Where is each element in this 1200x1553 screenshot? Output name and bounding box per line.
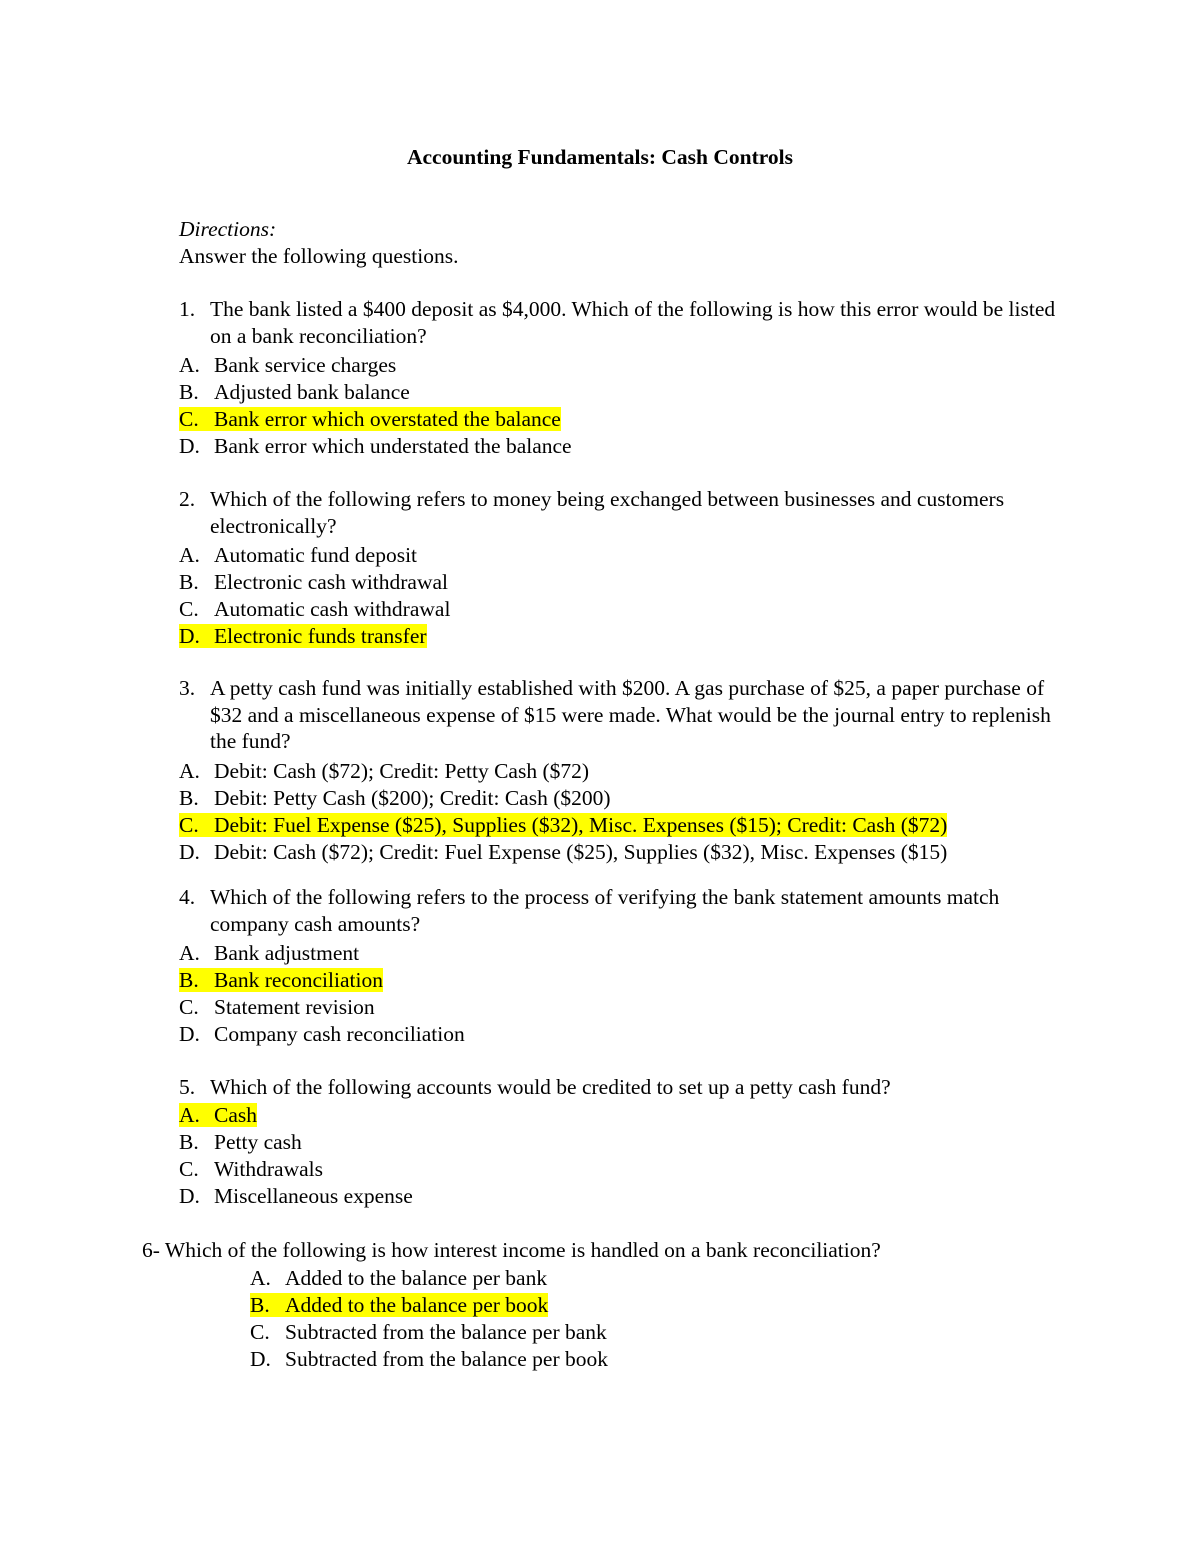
answer-option	[179, 352, 1059, 379]
answer-option	[179, 379, 1059, 406]
option-text: Debit: Fuel Expense ($25), Supplies ($32), Misc. Expenses ($15); Credit: Cash ($72)	[214, 812, 948, 837]
option-text: Electronic cash withdrawal	[214, 570, 449, 594]
option-letter: A.	[179, 353, 200, 377]
directions-label: Directions:	[179, 217, 277, 241]
option-text: Petty cash	[214, 1129, 302, 1154]
option-text: Added to the balance per bank	[285, 1265, 548, 1290]
answer-option	[179, 542, 1059, 569]
answer-option	[179, 1102, 1059, 1129]
document-title: Accounting Fundamentals: Cash Controls	[406, 145, 794, 169]
option-text: Bank service charges	[214, 353, 397, 377]
question-text: Which of the following is how interest income is handled on a bank reconciliation?	[164, 1238, 881, 1262]
option-letter: A.	[179, 758, 200, 783]
option-letter: C.	[179, 812, 199, 837]
answer-option	[250, 1292, 1150, 1319]
option-text: Bank error which overstated the balance	[214, 407, 561, 431]
option-text: Miscellaneous expense	[214, 1183, 413, 1208]
option-letter: C.	[250, 1319, 270, 1344]
question-stem	[179, 675, 1059, 755]
option-letter: D.	[179, 1022, 200, 1046]
option-letter: B.	[179, 785, 199, 810]
option-letter: D.	[179, 624, 200, 648]
question-number: 1.	[179, 297, 196, 321]
option-letter: D.	[250, 1346, 271, 1371]
answer-options	[179, 352, 1059, 460]
option-letter: C.	[179, 597, 199, 621]
question-number: 6-	[142, 1238, 160, 1262]
question-stem	[142, 1237, 1042, 1264]
option-letter: A.	[179, 941, 200, 965]
option-letter: B.	[179, 380, 199, 404]
question-text: Which of the following refers to the process of verifying the bank statement amounts match company cash amounts?	[210, 885, 1000, 936]
answer-option	[179, 967, 1059, 994]
answer-option	[179, 569, 1059, 596]
answer-option	[179, 839, 1059, 866]
option-text: Debit: Petty Cash ($200); Credit: Cash ($200)	[214, 785, 611, 810]
answer-option	[179, 1129, 1059, 1156]
answer-options	[179, 1102, 1059, 1210]
question-number: 5.	[179, 1075, 196, 1099]
option-text: Subtracted from the balance per bank	[285, 1319, 607, 1344]
question-3	[179, 675, 1059, 866]
answer-option	[179, 1183, 1059, 1210]
option-text: Withdrawals	[214, 1156, 323, 1181]
option-letter: B.	[179, 1129, 199, 1154]
question-text: Which of the following accounts would be credited to set up a petty cash fund?	[210, 1075, 891, 1099]
question-stem	[179, 884, 1059, 937]
option-text: Bank reconciliation	[214, 968, 383, 992]
question-2	[179, 486, 1059, 650]
option-text: Bank error which understated the balance	[214, 434, 572, 458]
option-text: Added to the balance per book	[285, 1292, 549, 1317]
answer-option	[179, 758, 1059, 785]
option-letter: C.	[179, 407, 199, 431]
answer-option	[179, 940, 1059, 967]
option-text: Bank adjustment	[214, 941, 360, 965]
answer-option	[179, 433, 1059, 460]
question-number: 3.	[179, 676, 196, 700]
option-letter: A.	[250, 1265, 271, 1290]
option-letter: D.	[179, 1183, 200, 1208]
answer-option	[250, 1265, 1150, 1292]
option-text: Electronic funds transfer	[214, 624, 427, 648]
option-text: Automatic fund deposit	[214, 543, 418, 567]
option-letter: A.	[179, 543, 200, 567]
option-letter: B.	[179, 968, 199, 992]
question-1	[179, 296, 1059, 460]
answer-option	[179, 596, 1059, 623]
option-letter: B.	[179, 570, 199, 594]
answer-option	[250, 1346, 1150, 1373]
answer-option	[179, 623, 1059, 650]
question-stem	[179, 1074, 1059, 1101]
answer-options	[179, 758, 1059, 866]
question-5	[179, 1074, 1059, 1210]
answer-option	[179, 785, 1059, 812]
option-text: Statement revision	[214, 995, 375, 1019]
option-text: Cash	[214, 1102, 257, 1127]
question-stem	[179, 486, 1059, 539]
directions-text: Answer the following questions.	[179, 244, 459, 268]
option-letter: C.	[179, 995, 199, 1019]
answer-option	[179, 1156, 1059, 1183]
option-letter: B.	[250, 1292, 270, 1317]
option-letter: D.	[179, 434, 200, 458]
answer-options	[179, 940, 1059, 1048]
question-text: The bank listed a $400 deposit as $4,000. Which of the following is how this error would be listed on a bank reconciliation?	[210, 297, 1056, 348]
answer-option	[179, 994, 1059, 1021]
option-text: Company cash reconciliation	[214, 1022, 465, 1046]
question-text: Which of the following refers to money being exchanged between businesses and customers electronically?	[210, 487, 1005, 538]
question-text: A petty cash fund was initially established with $200. A gas purchase of $25, a paper purchase of $32 and a miscellaneous expense of $15 were made. What would be the journal entry to replenish the fund?	[210, 676, 1051, 753]
question-number: 4.	[179, 885, 196, 909]
question-4	[179, 884, 1059, 1048]
option-letter: D.	[179, 839, 200, 864]
answer-options	[250, 1265, 1150, 1373]
answer-option	[179, 1021, 1059, 1048]
answer-option	[179, 406, 1059, 433]
answer-options	[179, 542, 1059, 650]
option-text: Debit: Cash ($72); Credit: Petty Cash ($72)	[214, 758, 590, 783]
answer-option	[179, 812, 1059, 839]
question-number: 2.	[179, 487, 196, 511]
option-letter: A.	[179, 1102, 200, 1127]
option-text: Adjusted bank balance	[214, 380, 410, 404]
option-text: Automatic cash withdrawal	[214, 597, 451, 621]
answer-option	[250, 1319, 1150, 1346]
question-stem	[179, 296, 1059, 349]
option-text: Subtracted from the balance per book	[285, 1346, 608, 1371]
option-letter: C.	[179, 1156, 199, 1181]
question-6	[142, 1237, 1042, 1373]
option-text: Debit: Cash ($72); Credit: Fuel Expense ($25), Supplies ($32), Misc. Expenses ($15)	[214, 839, 948, 864]
